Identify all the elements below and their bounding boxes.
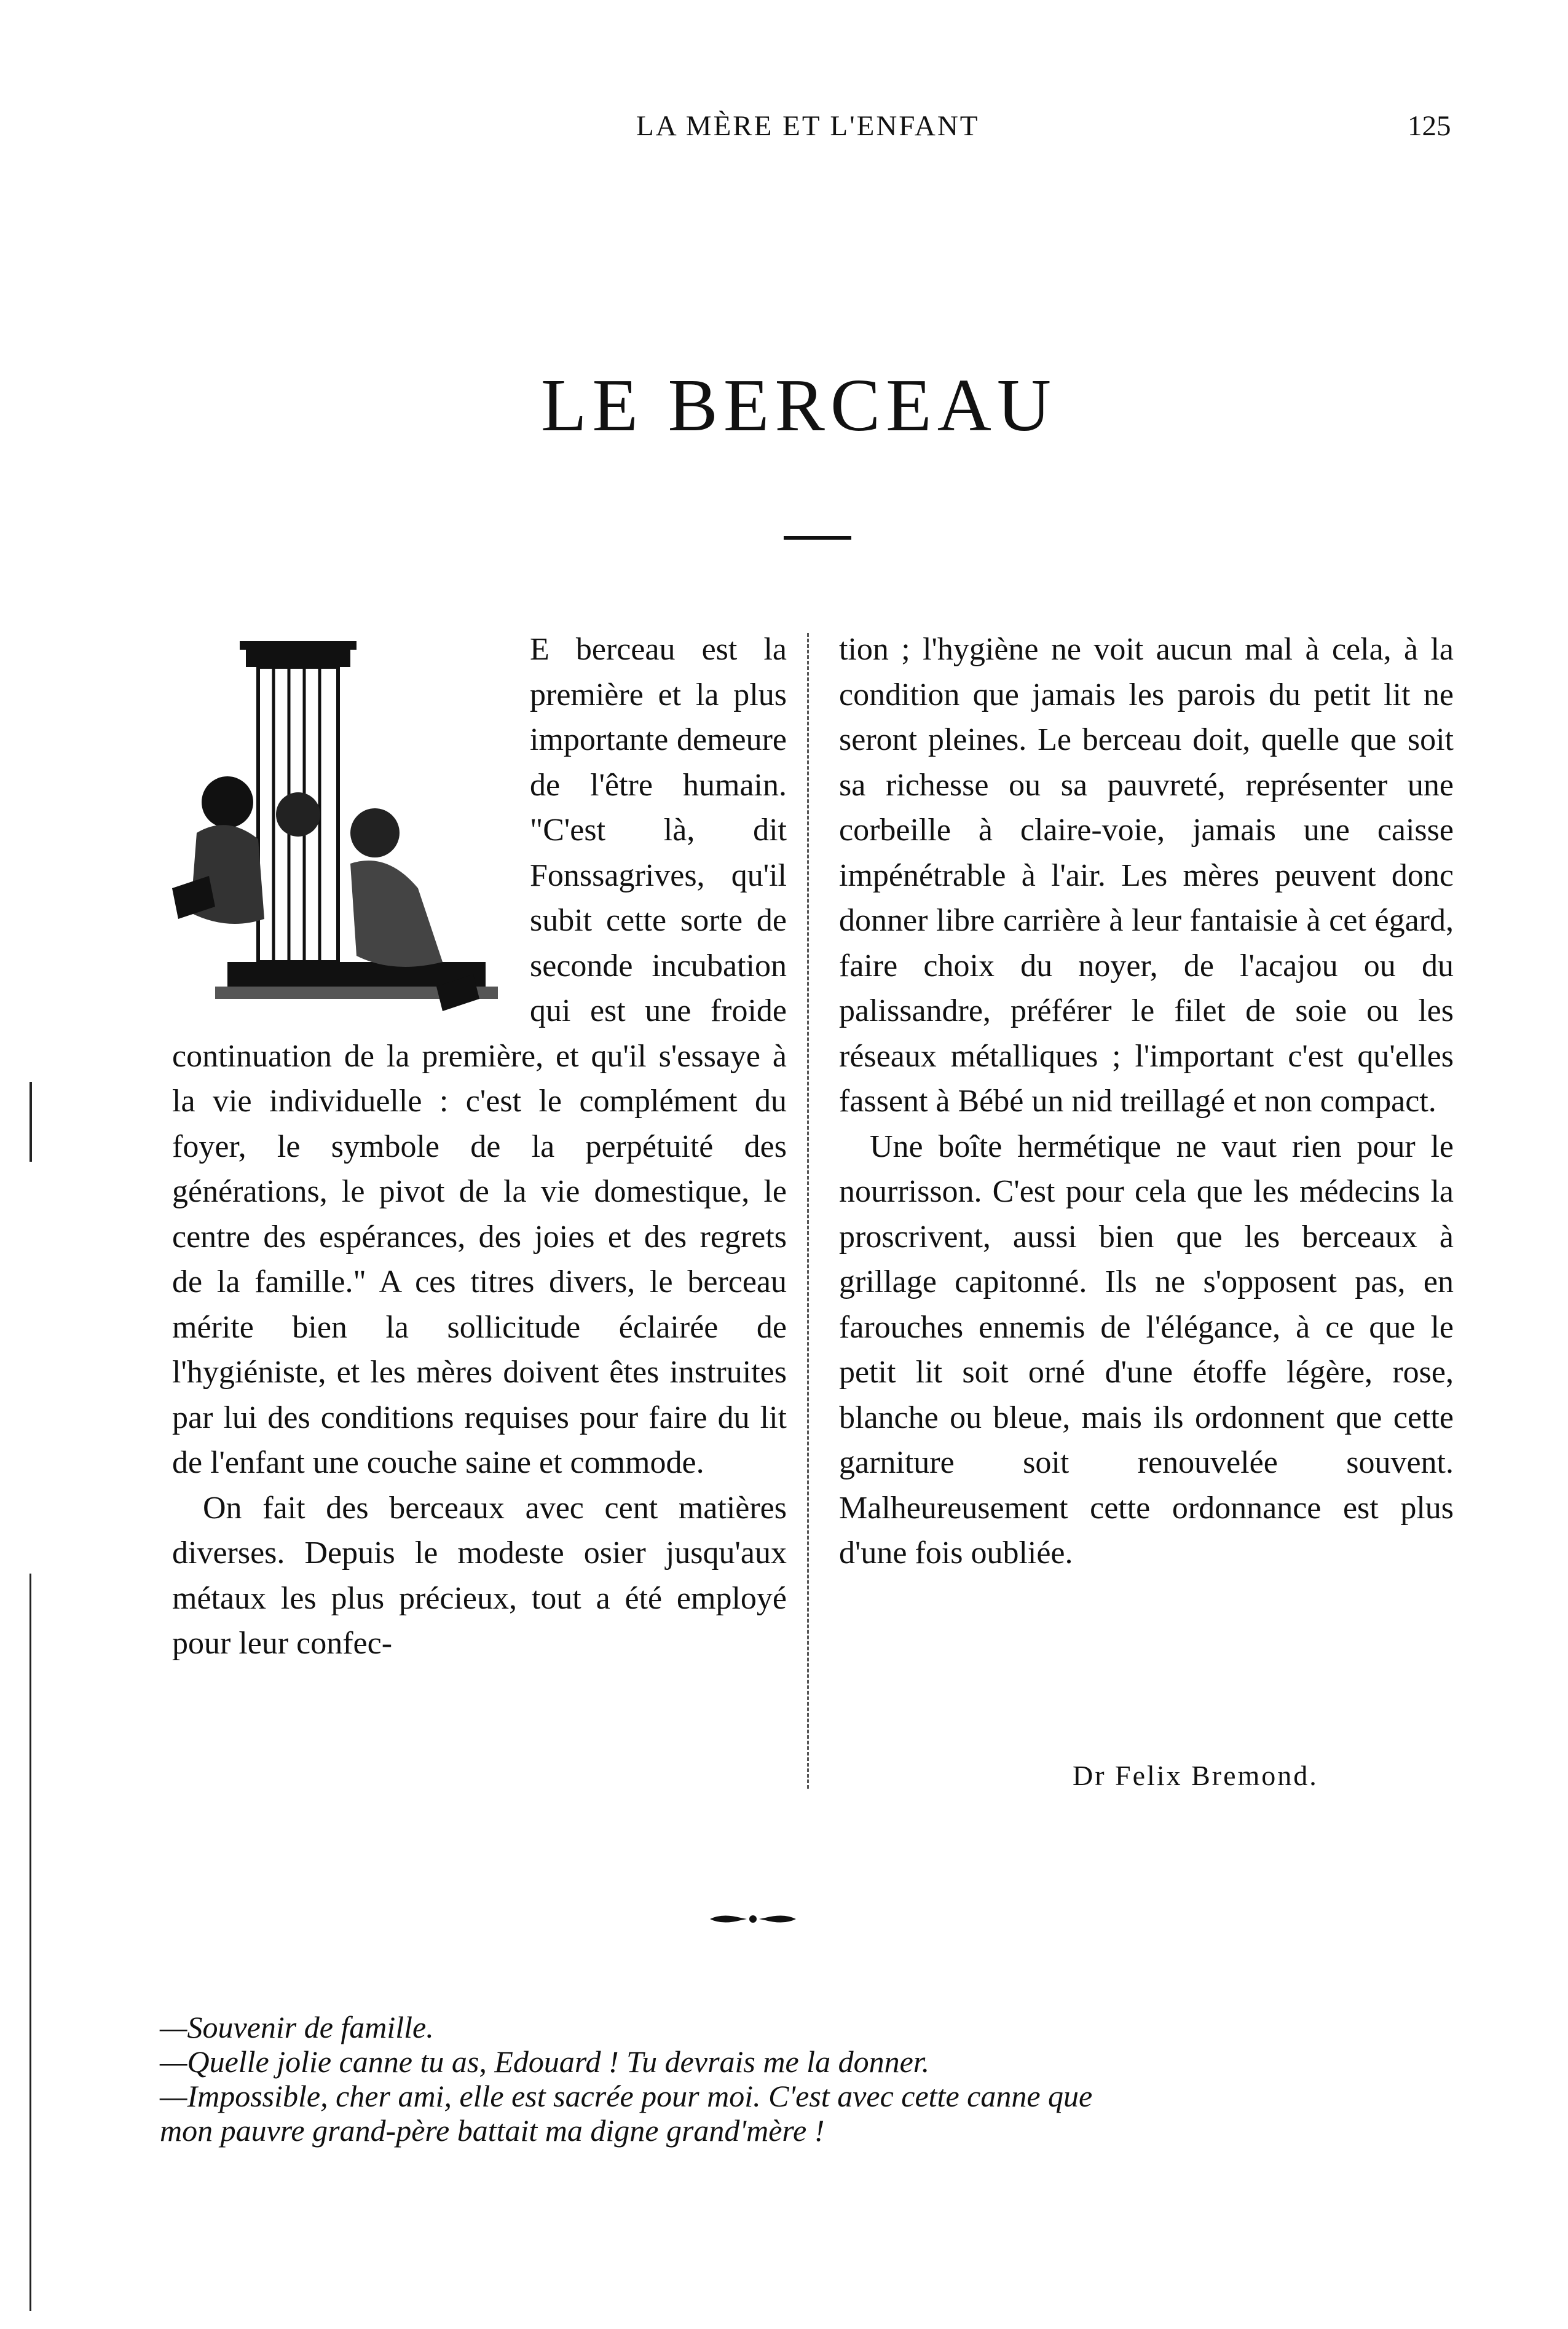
anecdote [160, 2010, 1438, 2148]
anecdote-line: —Souvenir de famille. [160, 2010, 434, 2044]
author-signature: Dr Felix Bremond. [1073, 1760, 1318, 1791]
right-paragraph-1: tion ; l'hygiène ne voit aucun mal à cela, à la condition que jamais les parois du petit lit ne seront pleines. Le berceau doit, quelle que soit sa richesse ou sa pauvreté, représenter une corbeille à claire-voie, jamais une caisse impénétrable à l'air. Les mères peuvent donc donner libre carrière à leur fantaisie à cet égard, faire choix du noyer, de l'acajou ou du palissandre, préférer le filet de soie ou les réseaux métalliques ; l'important c'est qu'elles fassent à Bébé un nid treillagé et non compact. [839, 632, 1454, 1119]
margin-scan-mark [30, 1082, 32, 1162]
left-paragraph-1: E berceau est la première et la plus importante demeure de l'être humain. "C'est là, dit Fonssagrives, qu'il subit cette sorte de seconde incubation qui est une froide continuation de la première, et qu'il s'essaye à la vie individuelle : c'est le complément du foyer, le symbole de la perpétuité des générations, le pivot de la vie domestique, le centre des espérances, des joies et des regrets de la famille." A ces titres divers, le berceau mérite bien la sollicitude éclairée de l'hygiéniste, et les mères doivent êtes instruites par lui des conditions requises pour faire du lit de l'enfant une couche saine et commode. [172, 632, 787, 1480]
ornamental-letter-L-illustration-icon [172, 630, 516, 1017]
right-paragraph-2: Une boîte hermétique ne vaut rien pour le nourrisson. C'est pour cela que les médecins la proscrivent, aussi bien que les berceaux à grillage capitonné. Ils ne s'opposent pas, en farouches ennemis de l'élégance, à ce que le petit lit soit orné d'une étoffe légère, rose, blanche ou bleue, mais ils ordonnent que cette garniture soit renouvelée souvent. Malheureusement cette ordonnance est plus d'une fois oubliée. [839, 1129, 1454, 1570]
anecdote-line: mon pauvre grand-père battait ma digne grand'mère ! [160, 2113, 825, 2148]
left-column [172, 627, 787, 1666]
left-paragraph-2: On fait des berceaux avec cent matières diverses. Depuis le modeste osier jusqu'aux métaux les plus précieux, tout a été employé pour leur confec- [172, 1490, 787, 1661]
column-divider [807, 633, 809, 1789]
anecdote-line: —Impossible, cher ami, elle est sacrée pour moi. C'est avec cette canne que [160, 2079, 1093, 2113]
page-number: 125 [1408, 110, 1451, 142]
divider-ornament-icon [710, 1912, 796, 1926]
article-title: LE BERCEAU [541, 364, 1057, 447]
right-column [839, 627, 1454, 1576]
margin-scan-mark [30, 1574, 31, 2311]
anecdote-line: —Quelle jolie canne tu as, Edouard ! Tu devrais me la donner. [160, 2044, 930, 2079]
title-rule [784, 536, 851, 540]
running-head: LA MÈRE ET L'ENFANT [636, 110, 980, 142]
